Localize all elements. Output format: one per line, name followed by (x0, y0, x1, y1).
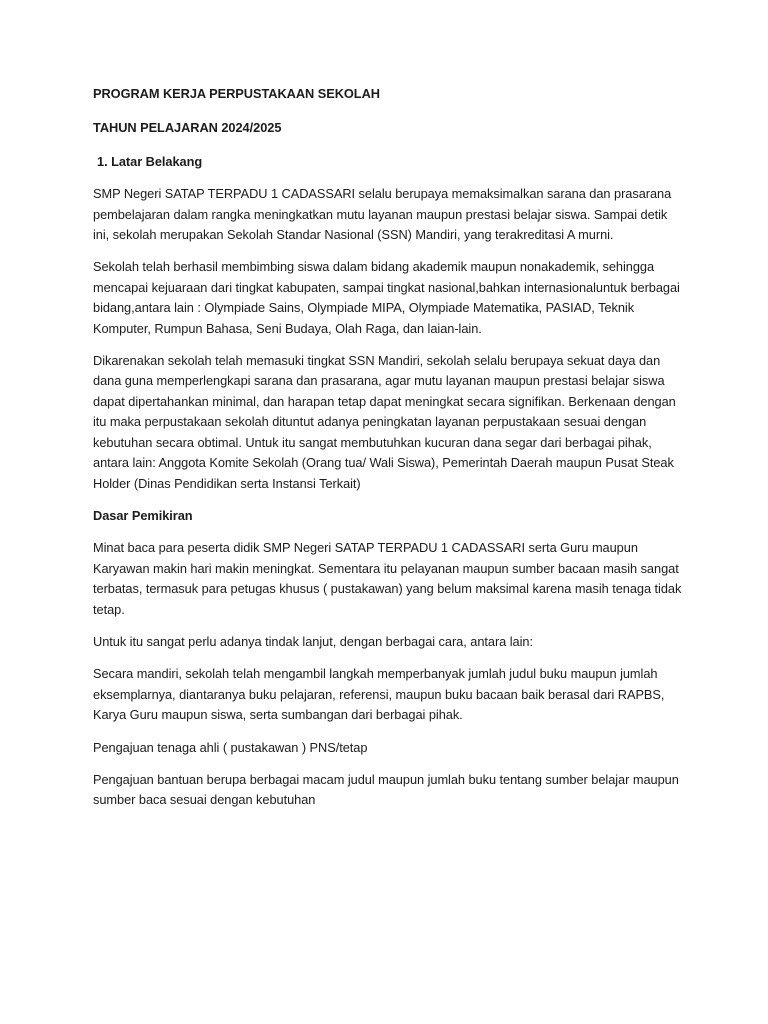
document-page (93, 84, 683, 823)
paragraph-independent-effort: Secara mandiri, sekolah telah mengambil langkah memperbanyak jumlah judul buku maupun jumlah eksemplarnya, diantaranya buku pelajaran, referensi, maupun buku bacaan baik berasal dari RAPBS, Karya Guru maupun siswa, serta sumbangan dari berbagai pihak. (93, 666, 665, 723)
academic-year: TAHUN PELAJARAN 2024/2025 (93, 120, 282, 136)
document-title: PROGRAM KERJA PERPUSTAKAAN SEKOLAH (93, 86, 380, 101)
section-heading-latar-belakang: 1. Latar Belakang (97, 153, 203, 169)
paragraph-school-profile: SMP Negeri SATAP TERPADU 1 CADASSARI selalu berupaya memaksimalkan sarana dan prasarana pembelajaran dalam rangka meningkatkan mutu layanan maupun prestasi belajar siswa. Sampai detik ini, sekolah merupakan Sekolah Standar Nasional (SSN) Mandiri, yang terakreditasi A murni. (93, 186, 672, 243)
paragraph-librarian-request: Pengajuan tenaga ahli ( pustakawan ) PNS/tetap (93, 739, 368, 755)
section-heading-dasar-pemikiran: Dasar Pemikiran (93, 507, 193, 523)
paragraph-follow-up: Untuk itu sangat perlu adanya tindak lanjut, dengan berbagai cara, antara lain: (93, 633, 533, 649)
paragraph-funding-needs: Dikarenakan sekolah telah memasuki tingkat SSN Mandiri, sekolah selalu berupaya sekuat daya dan dana guna memperlengkapi sarana dan prasarana, agar mutu layanan maupun prestasi belajar siswa dapat dipertahankan minimal, dan harapan tetap dapat meningkat secara signifikan. Berkenaan dengan itu maka perpustakaan sekolah dituntut adanya peningkatan layanan perpustakaan sesuai dengan kebutuhan secara obtimal. Untuk itu sangat membutuhkan kucuran dana segar dari berbagai pihak, antara lain: Anggota Komite Sekolah (Orang tua/ Wali Siswa), Pemerintah Daerah maupun Pusat Steak Holder (Dinas Pendidikan serta Instansi Terkait) (93, 353, 676, 491)
paragraph-reading-interest: Minat baca para peserta didik SMP Negeri SATAP TERPADU 1 CADASSARI serta Guru maupun Karyawan makin hari makin meningkat. Sementara itu pelayanan maupun sumber bacaan masih sangat terbatas, termasuk para petugas khusus ( pustakawan) yang belum maksimal karena masih tenaga tidak tetap. (93, 540, 682, 617)
paragraph-book-aid-request: Pengajuan bantuan berupa berbagai macam judul maupun jumlah buku tentang sumber belajar maupun sumber baca sesuai dengan kebutuhan (93, 771, 679, 808)
paragraph-achievements: Sekolah telah berhasil membimbing siswa dalam bidang akademik maupun nonakademik, sehingga mencapai kejuaraan dari tingkat kabupaten, sampai tingkat nasional,bahkan internasionaluntuk berbagai bidang,antara lain : Olympiade Sains, Olympiade MIPA, Olympiade Matematika, PASIAD, Teknik Komputer, Rumpun Bahasa, Seni Budaya, Olah Raga, dan laian-lain. (93, 259, 680, 336)
